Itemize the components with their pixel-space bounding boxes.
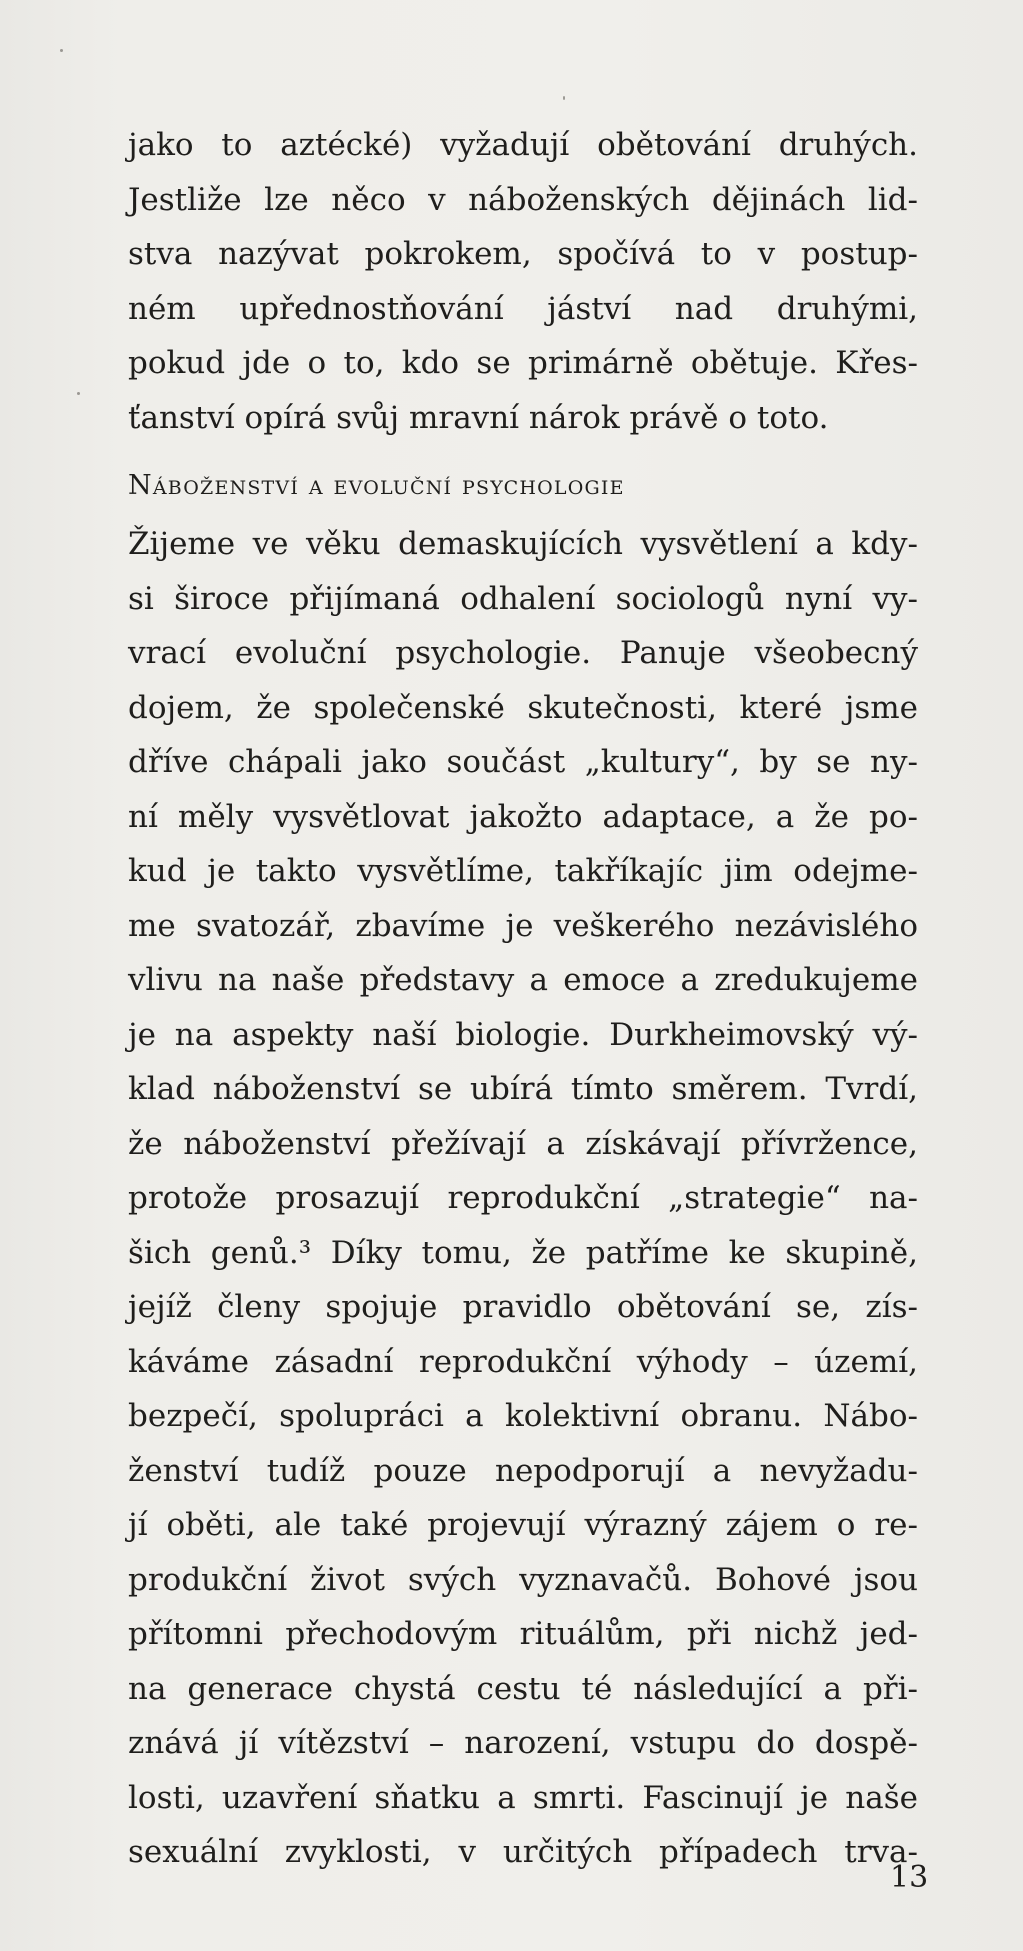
text-line: sexuální zvyklosti, v určitých případech trva-	[128, 1834, 918, 1870]
text-line: káváme zásadní reprodukční výhody – území,	[128, 1343, 918, 1380]
text-line: klad náboženství se ubírá tímto směrem. Tvrdí,	[128, 1071, 918, 1107]
text-line: si široce přijímaná odhalení sociologů nyní vy-	[128, 580, 918, 617]
text-line: vrací evoluční psychologie. Panuje všeobecný	[128, 635, 918, 671]
text-line: ťanství opírá svůj mravní nárok právě o toto.	[128, 399, 829, 436]
text-line: kud je takto vysvětlíme, takříkajíc jim odejme-	[128, 853, 918, 889]
text-line: jejíž členy spojuje pravidlo obětování se, zís-	[128, 1289, 918, 1325]
text-line: Jestliže lze něco v náboženských dějinách lid-	[128, 181, 918, 218]
text-line: šich genů.³ Díky tomu, že patříme ke skupině,	[128, 1234, 918, 1271]
page-number: 13	[890, 1860, 929, 1895]
text-line: ném upřednostňování jáství nad druhými,	[128, 290, 918, 327]
body-paragraph	[128, 517, 918, 1880]
text-line: ženství tudíž pouze nepodporují a nevyžadu-	[128, 1452, 918, 1489]
text-line: losti, uzavření sňatku a smrti. Fascinují je naše	[128, 1779, 918, 1816]
text-line: ní měly vysvětlovat jakožto adaptace, a že po-	[128, 798, 918, 835]
text-line: je na aspekty naší biologie. Durkheimovský vý-	[128, 1016, 918, 1053]
text-line: vlivu na naše představy a emoce a zredukujeme	[128, 962, 918, 998]
text-line: že náboženství přežívají a získávají přívržence,	[128, 1125, 918, 1162]
intro-paragraph	[128, 118, 918, 445]
text-line: na generace chystá cestu té následující a při-	[128, 1670, 918, 1707]
text-line: pokud jde o to, kdo se primárně obětuje. Křes-	[128, 345, 918, 381]
paper-speck	[77, 392, 80, 395]
text-line: jako to aztécké) vyžadují obětování druhých.	[128, 127, 918, 163]
text-line: protože prosazují reprodukční „strategie“ na-	[128, 1180, 918, 1216]
text-line: jí oběti, ale také projevují výrazný zájem o re-	[128, 1507, 918, 1543]
text-line: produkční život svých vyznavačů. Bohové jsou	[128, 1561, 918, 1598]
section-heading: Náboženství a evoluční psychologie	[128, 470, 625, 501]
text-line: přítomni přechodovým rituálům, při nichž jed-	[128, 1616, 918, 1652]
paper-speck	[60, 49, 63, 52]
text-line: dříve chápali jako součást „kultury“, by se ny-	[128, 744, 918, 780]
text-line: dojem, že společenské skutečnosti, které jsme	[128, 689, 918, 726]
text-line: Žijeme ve věku demaskujících vysvětlení a kdy-	[128, 526, 918, 562]
text-line: stva nazývat pokrokem, spočívá to v postup-	[128, 236, 918, 272]
text-line: znává jí vítězství – narození, vstupu do dospě-	[128, 1725, 918, 1761]
text-line: me svatozář, zbavíme je veškerého nezávislého	[128, 907, 918, 944]
text-line: bezpečí, spolupráci a kolektivní obranu. Nábo-	[128, 1398, 918, 1434]
paper-speck	[563, 96, 565, 100]
